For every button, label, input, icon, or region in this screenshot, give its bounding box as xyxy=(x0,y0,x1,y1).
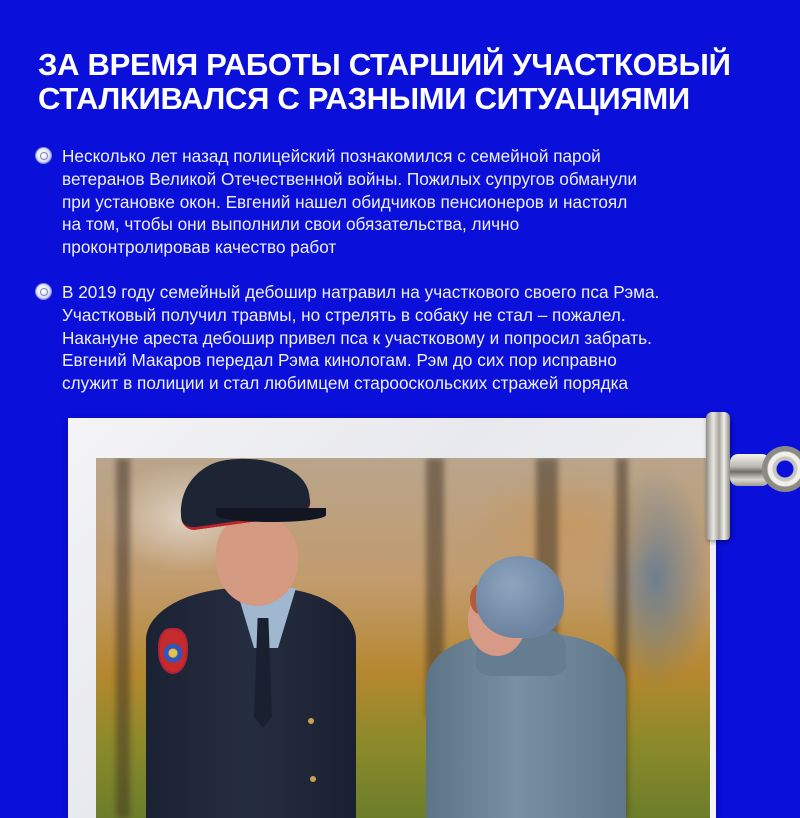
text-line: Накануне ареста дебошир привел пса к участковому и попросил забрать. xyxy=(62,327,652,348)
list-item-dog-rem xyxy=(34,281,774,395)
uniform-button xyxy=(308,718,314,724)
police-emblem-icon xyxy=(36,284,51,299)
woman-hat xyxy=(476,556,564,638)
officer-face xyxy=(216,516,298,606)
text-line: на том, чтобы они выполнили свои обязательства, лично xyxy=(62,214,520,235)
text-line: при установке окон. Евгений нашел обидчиков пенсионеров и настоял xyxy=(62,191,628,212)
text-line: проконтролировав качество работ xyxy=(62,237,337,258)
polaroid-frame xyxy=(68,418,716,818)
text-line: служит в полиции и стал любимцем старооскольских стражей порядка xyxy=(62,373,629,394)
binder-clip-icon xyxy=(706,412,736,540)
officer-cap-visor xyxy=(216,508,326,522)
text-line: Евгений Макаров передал Рэма кинологам. Рэм до сих пор исправно xyxy=(62,350,617,371)
police-emblem-icon xyxy=(36,148,51,163)
text-line: Несколько лет назад полицейский познакомился с семейной парой xyxy=(62,146,601,166)
background-tree xyxy=(116,458,130,818)
photo-officer-and-woman xyxy=(96,458,710,818)
list-item-veterans xyxy=(34,145,774,259)
clip-plate xyxy=(706,412,730,540)
list-item-text xyxy=(62,281,774,395)
text-line: ветеранов Великой Отечественной войны. Пожилых супругов обманули xyxy=(62,168,638,189)
text-line: Участковый получил травмы, но стрелять в собаку не стал – пожалел. xyxy=(62,304,626,325)
title-line-1: ЗА ВРЕМЯ РАБОТЫ СТАРШИЙ УЧАСТКОВЫЙ xyxy=(38,47,731,82)
story-list xyxy=(34,145,774,395)
text-line: В 2019 году семейный дебошир натравил на участкового своего пса Рэма. xyxy=(62,281,660,302)
clip-ring xyxy=(762,446,800,492)
page-title xyxy=(38,48,778,116)
police-shoulder-patch-icon xyxy=(158,628,188,674)
title-line-2: СТАЛКИВАЛСЯ С РАЗНЫМИ СИТУАЦИЯМИ xyxy=(38,81,690,116)
uniform-button xyxy=(310,776,316,782)
list-item-text xyxy=(62,145,774,259)
